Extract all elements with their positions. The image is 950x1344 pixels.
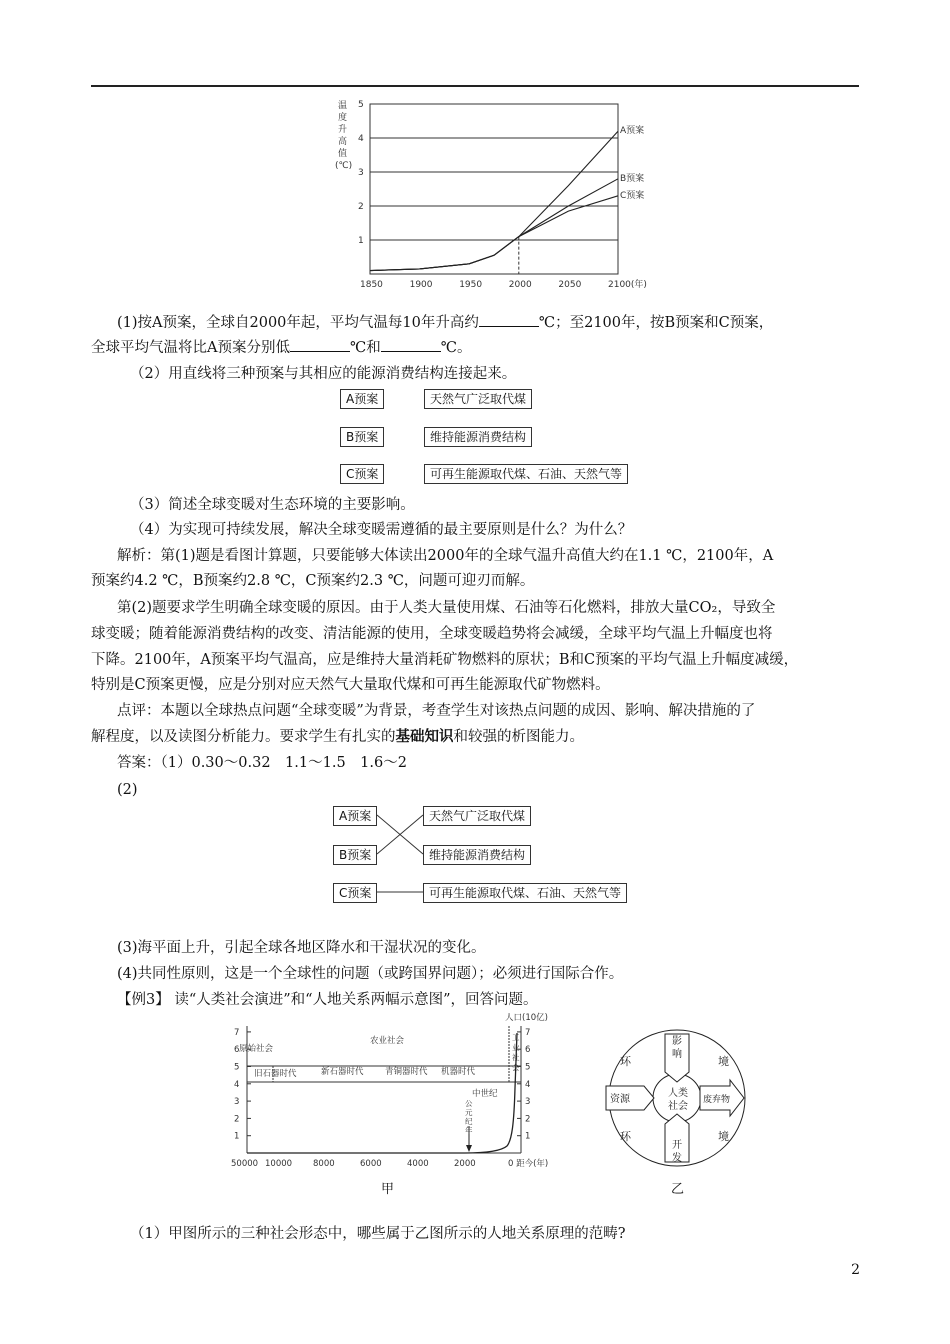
society-agricultural: 农业社会	[370, 1036, 405, 1046]
jia-x-tick-6: 0 距今(年)	[508, 1159, 549, 1169]
q1-text-c: 全球平均气温将比A预案分别低	[91, 340, 290, 356]
answer-4: (4)共同性原则，这是一个全球性的问题（或跨国界问题）；必须进行国际合作。	[117, 966, 624, 982]
label-jing-top: 境	[718, 1055, 729, 1068]
series-line-2	[370, 196, 618, 271]
svg-text:升: 升	[338, 125, 348, 135]
comment-line2	[91, 725, 584, 749]
series-line-1	[370, 179, 618, 271]
jia-y-tick-left-1: 1	[234, 1131, 240, 1142]
match-left-a: A预案	[340, 389, 384, 409]
label-influence-2: 响	[672, 1049, 682, 1060]
label-waste: 废弃物	[703, 1095, 731, 1105]
figure-jia-human-society	[225, 1008, 585, 1173]
comment-text-b: 和较强的析图能力。	[453, 729, 584, 745]
y-tick-3: 3	[358, 168, 364, 178]
analysis-p2-line1: 第(2)题要求学生明确全球变暖的原因。由于人类大量使用煤、石油等石化燃料，排放大量CO₂，导致全	[117, 600, 776, 616]
svg-text:人类: 人类	[668, 1088, 688, 1099]
analysis-p2-line3: 下降。2100年，A预案平均气温高，应是维持大量消耗矿物燃料的原状；B和C预案的平均气温上升幅度减缓，	[91, 652, 799, 668]
answer-left-b: B预案	[333, 845, 377, 865]
final-question: （1）甲图所示的三种社会形态中，哪些属于乙图所示的人地关系原理的范畴?	[130, 1226, 626, 1242]
question-1-line-1	[117, 311, 773, 335]
svg-text:社: 社	[512, 1053, 520, 1062]
jia-y-tick-right-2: 2	[525, 1114, 531, 1125]
svg-text:公: 公	[465, 1099, 473, 1108]
answer-3: (3)海平面上升，引起全球各地区降水和干湿状况的变化。	[117, 940, 486, 956]
answer-right-1: 天然气广泛取代煤	[423, 806, 531, 826]
y-axis-label	[335, 100, 352, 171]
jia-y-tick-left-7: 7	[234, 1027, 240, 1038]
ad-label	[465, 1099, 473, 1135]
jia-y-tick-left-3: 3	[234, 1097, 240, 1108]
svg-text:社会: 社会	[668, 1101, 688, 1112]
series-label-1: B预案	[620, 173, 645, 184]
chart-frame	[370, 104, 618, 274]
jia-x-tick-1: 10000	[265, 1159, 293, 1169]
answer-left-c: C预案	[333, 883, 377, 903]
jia-x-tick-2: 8000	[313, 1159, 335, 1169]
answer-1: 答案：（1）0.30～0.32 1.1～1.5 1.6～2	[117, 755, 407, 771]
jia-x-tick-5: 2000	[454, 1159, 476, 1169]
label-influence-1: 影	[672, 1036, 682, 1047]
answer-right-3: 可再生能源取代煤、石油、天然气等	[423, 883, 627, 903]
jia-y-tick-left-6: 6	[234, 1045, 240, 1056]
jia-y-tick-left-5: 5	[234, 1062, 240, 1073]
analysis-p1-line2: 预案约4.2 ℃，B预案约2.8 ℃，C预案约2.3 ℃，问题可迎刃而解。	[91, 573, 535, 589]
jia-y-tick-right-1: 1	[525, 1131, 531, 1142]
header-rule	[91, 85, 859, 87]
jia-y-tick-right-4: 4	[525, 1079, 531, 1090]
ad-arrow-head	[466, 1145, 472, 1152]
label-resource: 资源	[610, 1094, 630, 1105]
svg-text:业: 业	[512, 1043, 520, 1052]
match-left-c: C预案	[340, 464, 384, 484]
question-1-line-2	[91, 336, 471, 360]
comment-text-a: 解程度，以及读图分析能力。要求学生有扎实的	[91, 729, 396, 745]
bold-keyword: 基础知识	[395, 728, 454, 745]
label-huan-bottom: 环	[620, 1130, 631, 1143]
x-tick-1950: 1950	[459, 280, 483, 290]
y-tick-5: 5	[358, 100, 364, 110]
society-primitive: 原始社会	[239, 1044, 274, 1054]
x-tick-1900: 1900	[409, 280, 433, 290]
svg-text:工: 工	[512, 1033, 520, 1042]
series-line-0	[370, 131, 618, 270]
jia-y-tick-right-5: 5	[525, 1062, 531, 1073]
population-label: 人口(10亿)	[505, 1013, 548, 1023]
svg-text:度: 度	[338, 113, 348, 123]
jia-y-tick-left-4: 4	[234, 1079, 240, 1090]
era-paleolithic: 旧石器时代	[254, 1069, 297, 1079]
question-3: （3）简述全球变暖对生态环境的主要影响。	[130, 497, 415, 513]
figure-jia-caption: 甲	[381, 1182, 395, 1197]
answer-2-label: (2)	[117, 782, 138, 798]
svg-text:高: 高	[338, 137, 348, 147]
temperature-rise-chart	[330, 96, 660, 296]
analysis-p1-line1: 解析：第(1)题是看图计算题，只要能够大体读出2000年的全球气温升高值大约在1.1 ℃，2100年，A	[117, 548, 774, 564]
x-tick-1850: 1850	[360, 280, 383, 290]
label-jing-bottom: 境	[718, 1130, 729, 1143]
center-label	[668, 1086, 688, 1112]
jia-x-tick-3: 6000	[360, 1159, 382, 1169]
jia-x-tick-4: 4000	[407, 1159, 429, 1169]
q1-text-a: (1)按A预案，全球自2000年起，平均气温每10年升高约	[117, 315, 479, 331]
q1-text-b: ℃；至2100年，按B预案和C预案，	[538, 315, 774, 331]
y-tick-1: 1	[358, 236, 364, 246]
svg-text:年: 年	[465, 1126, 473, 1135]
answer-left-a: A预案	[333, 806, 377, 826]
svg-text:会: 会	[512, 1063, 520, 1072]
answer-blank-1[interactable]	[479, 312, 539, 327]
jia-x-tick-0: 50000	[231, 1159, 259, 1169]
era-medieval: 中世纪	[472, 1089, 498, 1099]
q1-text-d: ℃和	[349, 340, 381, 356]
label-huan-top: 环	[620, 1055, 631, 1068]
answer-right-2: 维持能源消费结构	[423, 845, 531, 865]
match-right-2: 维持能源消费结构	[424, 427, 532, 447]
analysis-p2-line2: 球变暖；随着能源消费结构的改变、清洁能源的使用，全球变暖趋势将会减缓，全球平均气温上升幅度也将	[91, 626, 773, 642]
jia-y-tick-right-7: 7	[525, 1027, 531, 1038]
match-left-b: B预案	[340, 427, 384, 447]
answer-blank-2[interactable]	[290, 337, 350, 352]
svg-text:(℃): (℃)	[335, 161, 353, 171]
figure-yi-caption: 乙	[671, 1182, 685, 1197]
match-right-1: 天然气广泛取代煤	[424, 389, 532, 409]
series-label-2: C预案	[620, 190, 645, 201]
page-number: 2	[851, 1262, 860, 1278]
svg-text:元: 元	[465, 1108, 473, 1117]
jia-y-tick-left-2: 2	[234, 1114, 240, 1125]
jia-y-tick-right-3: 3	[525, 1097, 531, 1108]
answer-blank-3[interactable]	[381, 337, 441, 352]
example-3-heading: 【例3】 读“人类社会演进”和“人地关系两幅示意图”，回答问题。	[117, 992, 538, 1008]
comment-line1: 点评：本题以全球热点问题“全球变暖”为背景，考查学生对该热点问题的成因、影响、解决措施的了	[117, 703, 756, 719]
jia-y-tick-right-6: 6	[525, 1045, 531, 1056]
match-right-3: 可再生能源取代煤、石油、天然气等	[424, 464, 628, 484]
x-tick-2000: 2000	[508, 280, 532, 290]
era-bronze: 青铜器时代	[385, 1067, 428, 1077]
figure-yi-human-land-relation	[600, 1020, 760, 1170]
analysis-p2-line4: 特别是C预案更慢，应是分别对应天然气大量取代煤和可再生能源取代矿物燃料。	[91, 677, 610, 693]
svg-text:温: 温	[338, 101, 348, 111]
x-tick-2100: 2100(年)	[608, 280, 647, 290]
series-label-0: A预案	[620, 126, 645, 137]
era-machine: 机器时代	[441, 1067, 476, 1077]
label-develop-2: 发	[672, 1153, 682, 1164]
era-neolithic: 新石器时代	[321, 1067, 364, 1077]
svg-text:纪: 纪	[465, 1117, 473, 1126]
q1-text-e: ℃。	[440, 340, 472, 356]
y-tick-4: 4	[358, 134, 364, 144]
svg-text:值: 值	[338, 149, 348, 159]
label-develop-1: 开	[672, 1140, 682, 1151]
question-2: （2）用直线将三种预案与其相应的能源消费结构连接起来。	[130, 366, 517, 382]
y-tick-2: 2	[358, 202, 364, 212]
question-4: （4）为实现可持续发展，解决全球变暖需遵循的最主要原则是什么？为什么？	[130, 522, 633, 538]
x-tick-2050: 2050	[558, 280, 582, 290]
